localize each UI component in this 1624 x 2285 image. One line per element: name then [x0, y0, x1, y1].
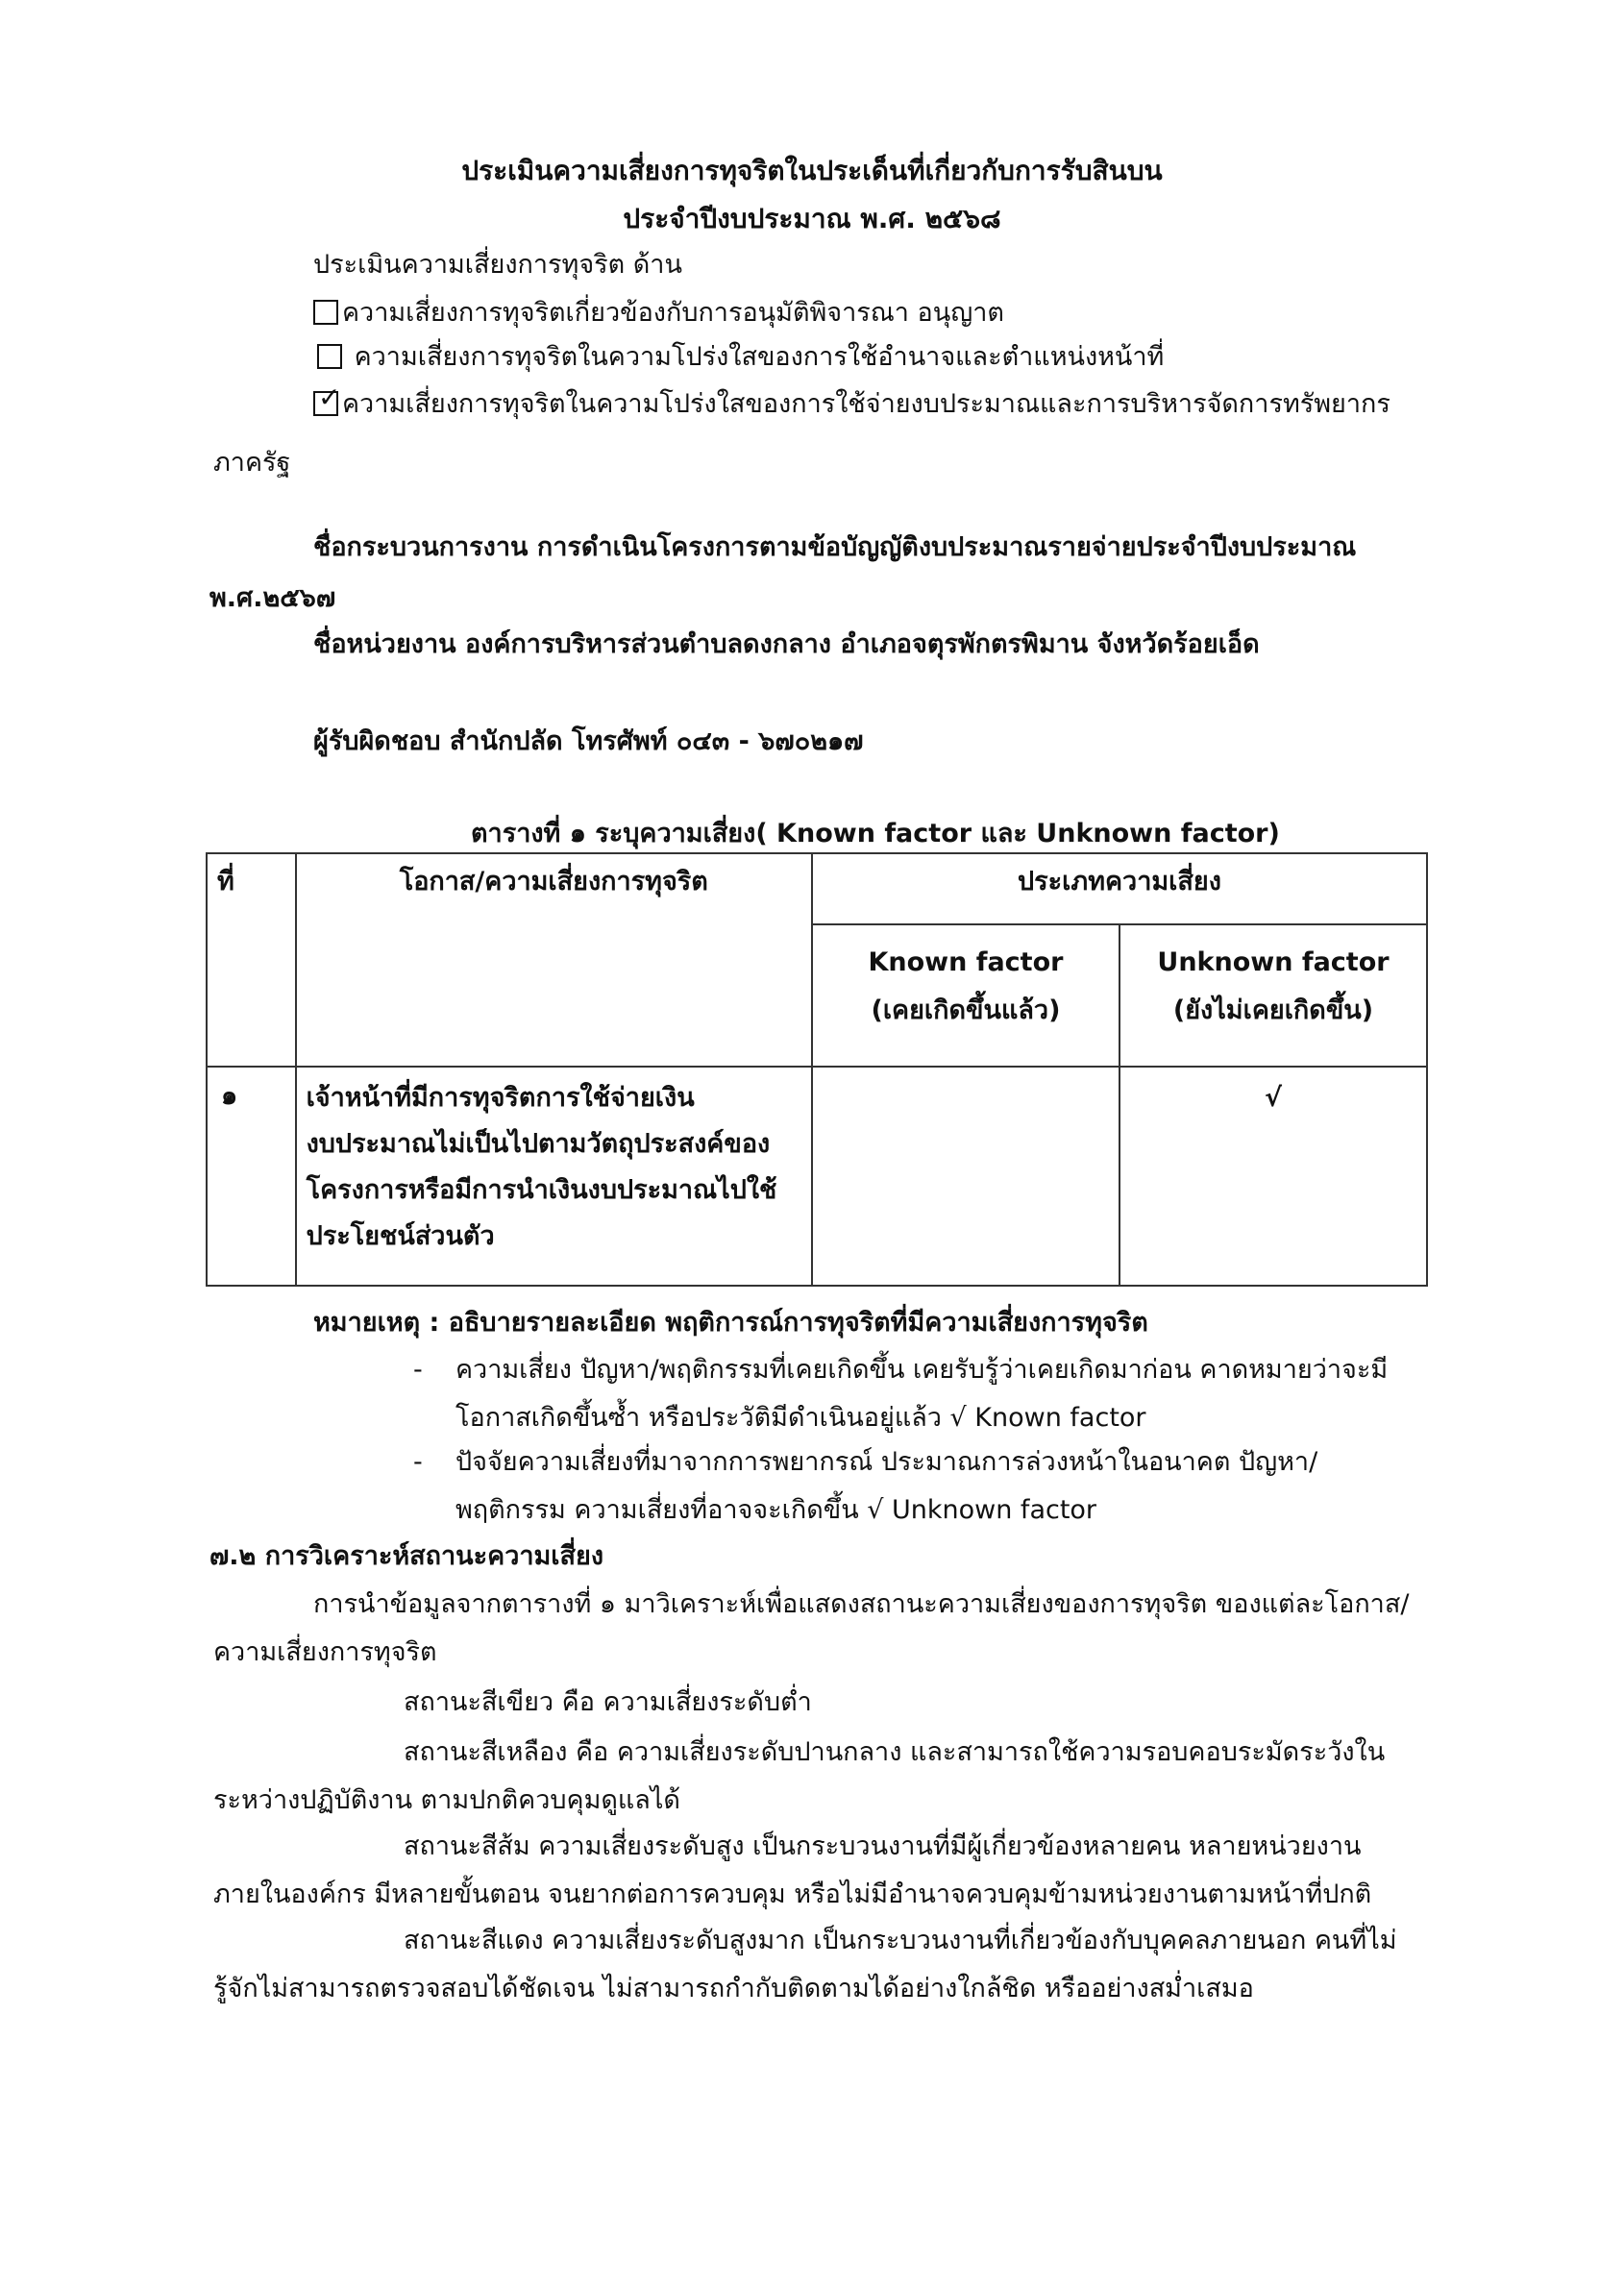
agency-name: ชื่อหน่วยงาน องค์การบริหารส่วนตำบลดงกลาง อำเภอจตุรพักตรพิมาน จังหวัดร้อยเอ็ด — [313, 629, 1260, 659]
header-known-factor: Known factor (เคยเกิดขึ้นแล้ว) — [812, 924, 1120, 1067]
title-line-1: ประเมินความเสี่ยงการทุจริตในประเด็นที่เกี่ยวกับการรับสินบน — [461, 155, 1163, 186]
assessment-heading: ประเมินความเสี่ยงการทุจริต ด้าน — [313, 250, 682, 280]
status-yellow-line-2: ระหว่างปฏิบัติงาน ตามปกติควบคุมดูแลได้ — [213, 1785, 680, 1815]
status-orange-line-2: ภายในองค์กร มีหลายขั้นตอน จนยากต่อการควบคุม หรือไม่มีอำนาจควบคุมข้ามหน่วยงานตามหน้าที่ปกติ — [213, 1880, 1372, 1909]
header-risk: โอกาส/ความเสี่ยงการทุจริต — [296, 853, 812, 1067]
header-unknown-factor: Unknown factor (ยังไม่เคยเกิดขึ้น) — [1120, 924, 1427, 1067]
analysis-line-2: ความเสี่ยงการทุจริต — [213, 1637, 437, 1667]
title-line-2: ประจำปีงบประมาณ พ.ศ. ๒๕๖๘ — [623, 203, 1001, 234]
checkbox-unchecked-icon[interactable] — [313, 300, 338, 325]
process-name-line-2: พ.ศ.๒๕๖๗ — [209, 583, 336, 613]
note-heading: หมายเหตุ : อธิบายรายละเอียด พฤติการณ์การทุจริตที่มีความเสี่ยงการทุจริต — [313, 1308, 1148, 1338]
process-name-line-1: ชื่อกระบวนการงาน การดำเนินโครงการตามข้อบัญญัติงบประมาณรายจ่ายประจำปีงบประมาณ — [313, 532, 1357, 562]
checkbox-checked-icon[interactable] — [313, 381, 341, 416]
note-2-dash: - — [413, 1447, 423, 1477]
option-3: ✓ ความเสี่ยงการทุจริตในความโปร่งใสของการใช้จ่ายงบประมาณและการบริหารจัดการทรัพยากร — [313, 385, 1390, 424]
status-orange-line-1: สถานะสีส้ม ความเสี่ยงระดับสูง เป็นกระบวนงานที่มีผู้เกี่ยวข้องหลายคน หลายหน่วยงาน — [404, 1831, 1362, 1861]
row-known-cell — [812, 1067, 1120, 1286]
header-no: ที่ — [207, 853, 296, 1067]
risk-table — [206, 852, 1428, 1287]
analysis-line-1: การนำข้อมูลจากตารางที่ ๑ มาวิเคราะห์เพื่อแสดงสถานะความเสี่ยงของการทุจริต ของแต่ละโอกาส/ — [313, 1589, 1410, 1619]
status-red-line-2: รู้จักไม่สามารถตรวจสอบได้ชัดเจน ไม่สามารถกำกับติดตามได้อย่างใกล้ชิด หรืออย่างสม่ำเสมอ — [213, 1974, 1254, 2003]
section-heading: ๗.๒ การวิเคราะห์สถานะความเสี่ยง — [209, 1541, 604, 1571]
table-row — [207, 1067, 1427, 1286]
note-2-line-2: พฤติกรรม ความเสี่ยงที่อาจจะเกิดขึ้น √ Unknown factor — [455, 1495, 1097, 1525]
status-yellow-line-1: สถานะสีเหลือง คือ ความเสี่ยงระดับปานกลาง และสามารถใช้ความรอบคอบระมัดระวังใน — [404, 1737, 1386, 1767]
row-risk-description: เจ้าหน้าที่มีการทุจริตการใช้จ่ายเงิน งบประมาณไม่เป็นไปตามวัตถุประสงค์ของ โครงการหรือมีการนำเงินงบประมาณไปใช้ ประโยชน์ส่วนตัว — [296, 1067, 812, 1286]
note-1-line-2: โอกาสเกิดขึ้นซ้ำ หรือประวัติมีดำเนินอยู่แล้ว √ Known factor — [455, 1403, 1146, 1433]
header-risk-type: ประเภทความเสี่ยง — [812, 853, 1427, 924]
status-red-line-1: สถานะสีแดง ความเสี่ยงระดับสูงมาก เป็นกระบวนงานที่เกี่ยวข้องกับบุคคลภายนอก คนที่ไม่ — [404, 1926, 1397, 1955]
note-1-line-1: ความเสี่ยง ปัญหา/พฤติกรรมที่เคยเกิดขึ้น เคยรับรู้ว่าเคยเกิดมาก่อน คาดหมายว่าจะมี — [455, 1355, 1389, 1385]
checkbox-unchecked-icon[interactable] — [317, 344, 342, 369]
note-2-line-1: ปัจจัยความเสี่ยงที่มาจากการพยากรณ์ ประมาณการล่วงหน้าในอนาคต ปัญหา/ — [455, 1447, 1318, 1477]
option-1: ความเสี่ยงการทุจริตเกี่ยวข้องกับการอนุมัติพิจารณา อนุญาต — [313, 294, 1004, 332]
option-2: ความเสี่ยงการทุจริตในความโปร่งใสของการใช้อำนาจและตำแหน่งหน้าที่ — [317, 338, 1164, 377]
row-number: ๑ — [207, 1067, 296, 1286]
status-green: สถานะสีเขียว คือ ความเสี่ยงระดับต่ำ — [404, 1687, 812, 1717]
responsible-party: ผู้รับผิดชอบ สำนักปลัด โทรศัพท์ ๐๔๓ - ๖๗๐๒๑๗ — [313, 726, 864, 756]
row-unknown-cell: √ — [1120, 1067, 1427, 1286]
table-caption: ตารางที่ ๑ ระบุความเสี่ยง( Known factor และ Unknown factor) — [471, 819, 1280, 848]
note-1-dash: - — [413, 1355, 423, 1385]
option-3-continuation: ภาครัฐ — [213, 448, 291, 478]
checkmark-icon: ✓ — [318, 381, 341, 413]
